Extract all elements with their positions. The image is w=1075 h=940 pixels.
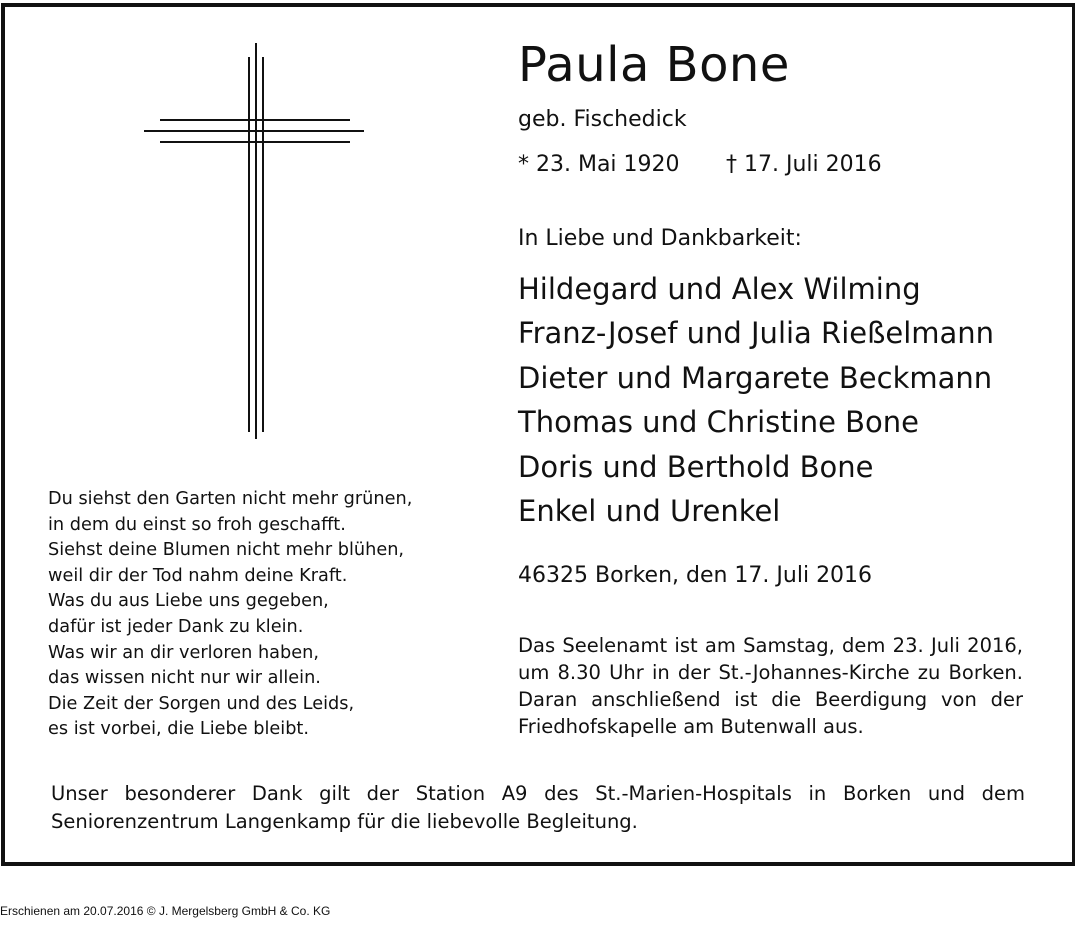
service-info: Das Seelenamt ist am Samstag, dem 23. Juli 2016, um 8.30 Uhr in der St.-Johannes-Kirche zu Borken. Daran anschließend ist die Beerdigung von der Friedhofskapelle am Butenwall aus. <box>518 634 1023 738</box>
poem-line: Siehst deine Blumen nicht mehr blühen, <box>48 540 405 561</box>
mourner-line: Enkel und Urenkel <box>518 493 781 528</box>
poem-line: das wissen nicht nur wir allein. <box>48 668 321 689</box>
poem-line: Die Zeit der Sorgen und des Leids, <box>48 693 355 714</box>
thanks-text: Unser besonderer Dank gilt der Station A9 des St.-Marien-Hospitals in Borken und dem Seniorenzentrum Langenkamp für die liebevolle Begleitung. <box>51 782 1025 833</box>
poem-line: Was du aus Liebe uns gegeben, <box>48 591 329 612</box>
mourners-intro: In Liebe und Dankbarkeit: <box>518 226 802 251</box>
poem-line: dafür ist jeder Dank zu klein. <box>48 616 304 637</box>
death-date: † 17. Juli 2016 <box>726 152 882 177</box>
mourner-line: Hildegard und Alex Wilming <box>518 272 921 306</box>
poem <box>48 487 412 743</box>
deceased-name: Paula Bone <box>518 37 790 93</box>
poem-line: Was wir an dir verloren haben, <box>48 642 319 663</box>
cross-icon <box>5 7 405 447</box>
poem-line: weil dir der Tod nahm deine Kraft. <box>48 565 348 586</box>
poem-line: in dem du einst so froh geschafft. <box>48 514 346 535</box>
mourners-list <box>518 267 994 533</box>
mourner-line: Franz-Josef und Julia Rießelmann <box>518 316 995 351</box>
life-dates <box>518 152 882 177</box>
place-date: 46325 Borken, den 17. Juli 2016 <box>518 563 873 588</box>
publication-footer: Erschienen am 20.07.2016 © J. Mergelsberg GmbH & Co. KG <box>0 904 331 918</box>
poem-line: Du siehst den Garten nicht mehr grünen, <box>48 489 413 509</box>
mourner-line: Dieter und Margarete Beckmann <box>518 360 993 395</box>
mourner-line: Doris und Berthold Bone <box>518 449 874 484</box>
mourner-line: Thomas und Christine Bone <box>518 405 920 440</box>
birth-date: * 23. Mai 1920 <box>518 152 680 177</box>
obituary-frame <box>1 3 1075 866</box>
poem-line: es ist vorbei, die Liebe bleibt. <box>48 719 309 740</box>
maiden-name: geb. Fischedick <box>518 107 687 132</box>
